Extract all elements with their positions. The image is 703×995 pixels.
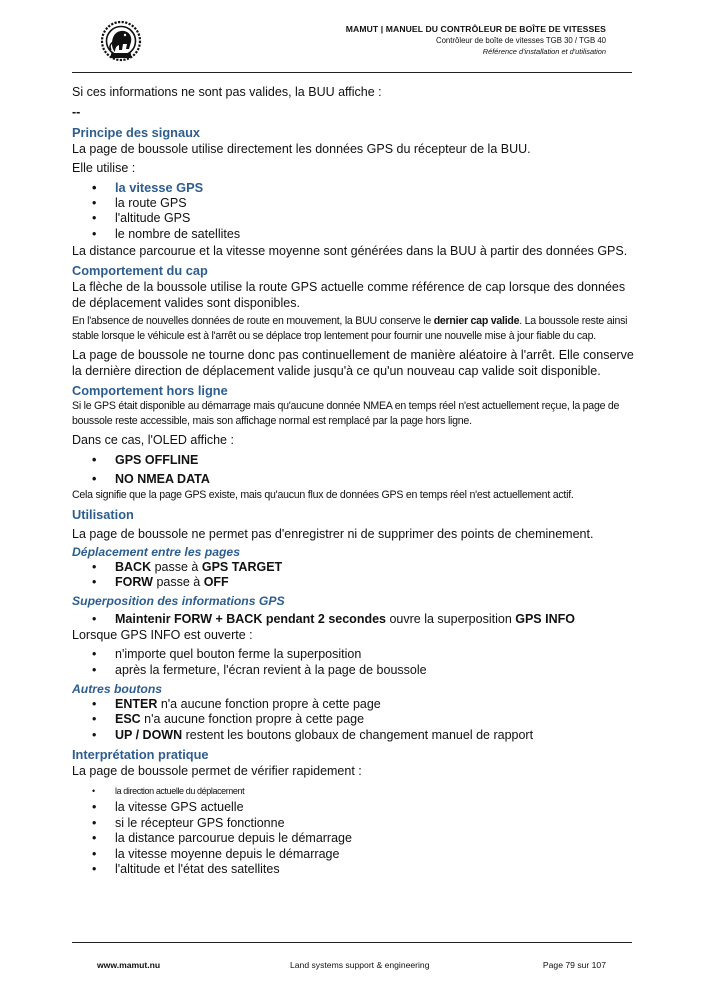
list-item: • la distance parcourue depuis le démarrage bbox=[72, 831, 634, 847]
signals-list-intro: Elle utilise : bbox=[72, 161, 136, 175]
subheading-other-buttons: Autres boutons bbox=[72, 681, 163, 696]
subheading-overlay: Superposition des informations GPS bbox=[72, 593, 285, 608]
navigation-list bbox=[72, 560, 634, 591]
list-item: • ESC n'a aucune fonction propre à cette page bbox=[72, 712, 634, 728]
footer-url: www.mamut.nu bbox=[97, 960, 161, 970]
list-item: • le nombre de satellites bbox=[72, 227, 634, 243]
list-item: • ENTER n'a aucune fonction propre à cette page bbox=[72, 697, 634, 713]
overlay-list bbox=[72, 612, 634, 628]
footer-tagline: Land systems support & engineering bbox=[290, 960, 430, 970]
list-item: • la vitesse GPS bbox=[72, 180, 634, 196]
page-number: Page 79 sur 107 bbox=[542, 960, 606, 970]
list-item: • FORW passe à OFF bbox=[72, 575, 634, 591]
list-item: • l'altitude et l'état des satellites bbox=[72, 862, 634, 878]
list-item: • la vitesse moyenne depuis le démarrage bbox=[72, 847, 634, 863]
subheading-navigation: Déplacement entre les pages bbox=[72, 544, 240, 559]
overlay-behaviour-list bbox=[72, 647, 634, 678]
list-item: • Maintenir FORW + BACK pendant 2 secondes ouvre la superposition GPS INFO bbox=[72, 612, 634, 628]
page-header bbox=[72, 20, 632, 73]
offline-paragraph-2: Dans ce cas, l'OLED affiche : bbox=[72, 433, 234, 448]
list-item: • UP / DOWN restent les boutons globaux de changement manuel de rapport bbox=[72, 728, 634, 744]
list-item: • après la fermeture, l'écran revient à la page de boussole bbox=[72, 663, 634, 679]
section-heading-interpretation: Interprétation pratique bbox=[72, 747, 209, 763]
list-item: • BACK passe à GPS TARGET bbox=[72, 560, 634, 576]
list-item: • si le récepteur GPS fonctionne bbox=[72, 816, 634, 832]
list-item: • l'altitude GPS bbox=[72, 211, 634, 227]
interpretation-list bbox=[72, 784, 634, 878]
cap-paragraph-3: La page de boussole ne tourne donc pas continuellement de manière aléatoire à l'arrêt. Elle conserve la dernière direction de déplacement valide jusqu'à ce qu'un nouveau cap valide soit disponible. bbox=[72, 348, 634, 379]
invalid-display-value: -- bbox=[72, 105, 81, 119]
intro-paragraph: Si ces informations ne sont pas valides, la BUU affiche : bbox=[72, 85, 382, 99]
offline-paragraph-1: Si le GPS était disponible au démarrage mais qu'aucune donnée NMEA en temps réel n'est actuellement reçue, la page de boussole reste accessible, mais son affichage normal est remplacé par la page hors ligne. bbox=[72, 400, 620, 428]
section-heading-cap: Comportement du cap bbox=[72, 263, 208, 279]
list-item: • NO NMEA DATA bbox=[72, 472, 634, 488]
list-item: • la direction actuelle du déplacement bbox=[72, 784, 634, 800]
list-item: • GPS OFFLINE bbox=[72, 453, 634, 469]
signals-conclusion: La distance parcourue et la vitesse moyenne sont générées dans la BUU à partir des données GPS. bbox=[72, 244, 628, 259]
cap-paragraph-1: La flèche de la boussole utilise la route GPS actuelle comme référence de cap lorsque des données de déplacement valides sont disponibles. bbox=[72, 280, 626, 311]
offline-list bbox=[72, 453, 634, 487]
list-item: • n'importe quel bouton ferme la superposition bbox=[72, 647, 634, 663]
page-content bbox=[72, 84, 634, 878]
interpretation-paragraph: La page de boussole permet de vérifier rapidement : bbox=[72, 764, 362, 779]
last-valid-cap: dernier cap valide bbox=[433, 315, 520, 328]
list-item: • la vitesse GPS actuelle bbox=[72, 800, 634, 816]
section-heading-usage: Utilisation bbox=[72, 506, 134, 522]
cap-paragraph-2: En l'absence de nouvelles données de route en mouvement, la BUU conserve le dernier cap valide. La boussole reste ainsi stable lorsque le véhicule est à l'arrêt ou se déplace trop lentement pour fournir une nouvelle mise à jour fiable du cap. bbox=[72, 315, 628, 343]
list-item: • la route GPS bbox=[72, 196, 634, 212]
overlay-paragraph: Lorsque GPS INFO est ouverte : bbox=[72, 628, 253, 643]
mamut-logo-icon bbox=[98, 20, 144, 62]
other-buttons-list bbox=[72, 697, 634, 744]
document-reference: Référence d'installation et d'utilisation bbox=[482, 47, 606, 56]
section-heading-offline: Comportement hors ligne bbox=[72, 383, 228, 399]
document-title: MAMUT | MANUEL DU CONTRÔLEUR DE BOÎTE DE VITESSES bbox=[345, 24, 606, 34]
offline-paragraph-3: Cela signifie que la page GPS existe, mais qu'aucun flux de données GPS en temps réel n'est actuellement actif. bbox=[72, 488, 574, 501]
page-footer bbox=[72, 942, 632, 970]
signals-paragraph: La page de boussole utilise directement les données GPS du récepteur de la BUU. bbox=[72, 142, 531, 156]
usage-paragraph: La page de boussole ne permet pas d'enregistrer ni de supprimer des points de cheminement. bbox=[72, 526, 594, 541]
signals-list bbox=[72, 180, 634, 242]
section-heading-signals: Principe des signaux bbox=[72, 125, 201, 140]
document-subtitle: Contrôleur de boîte de vitesses TGB 30 / TGB 40 bbox=[435, 36, 606, 45]
